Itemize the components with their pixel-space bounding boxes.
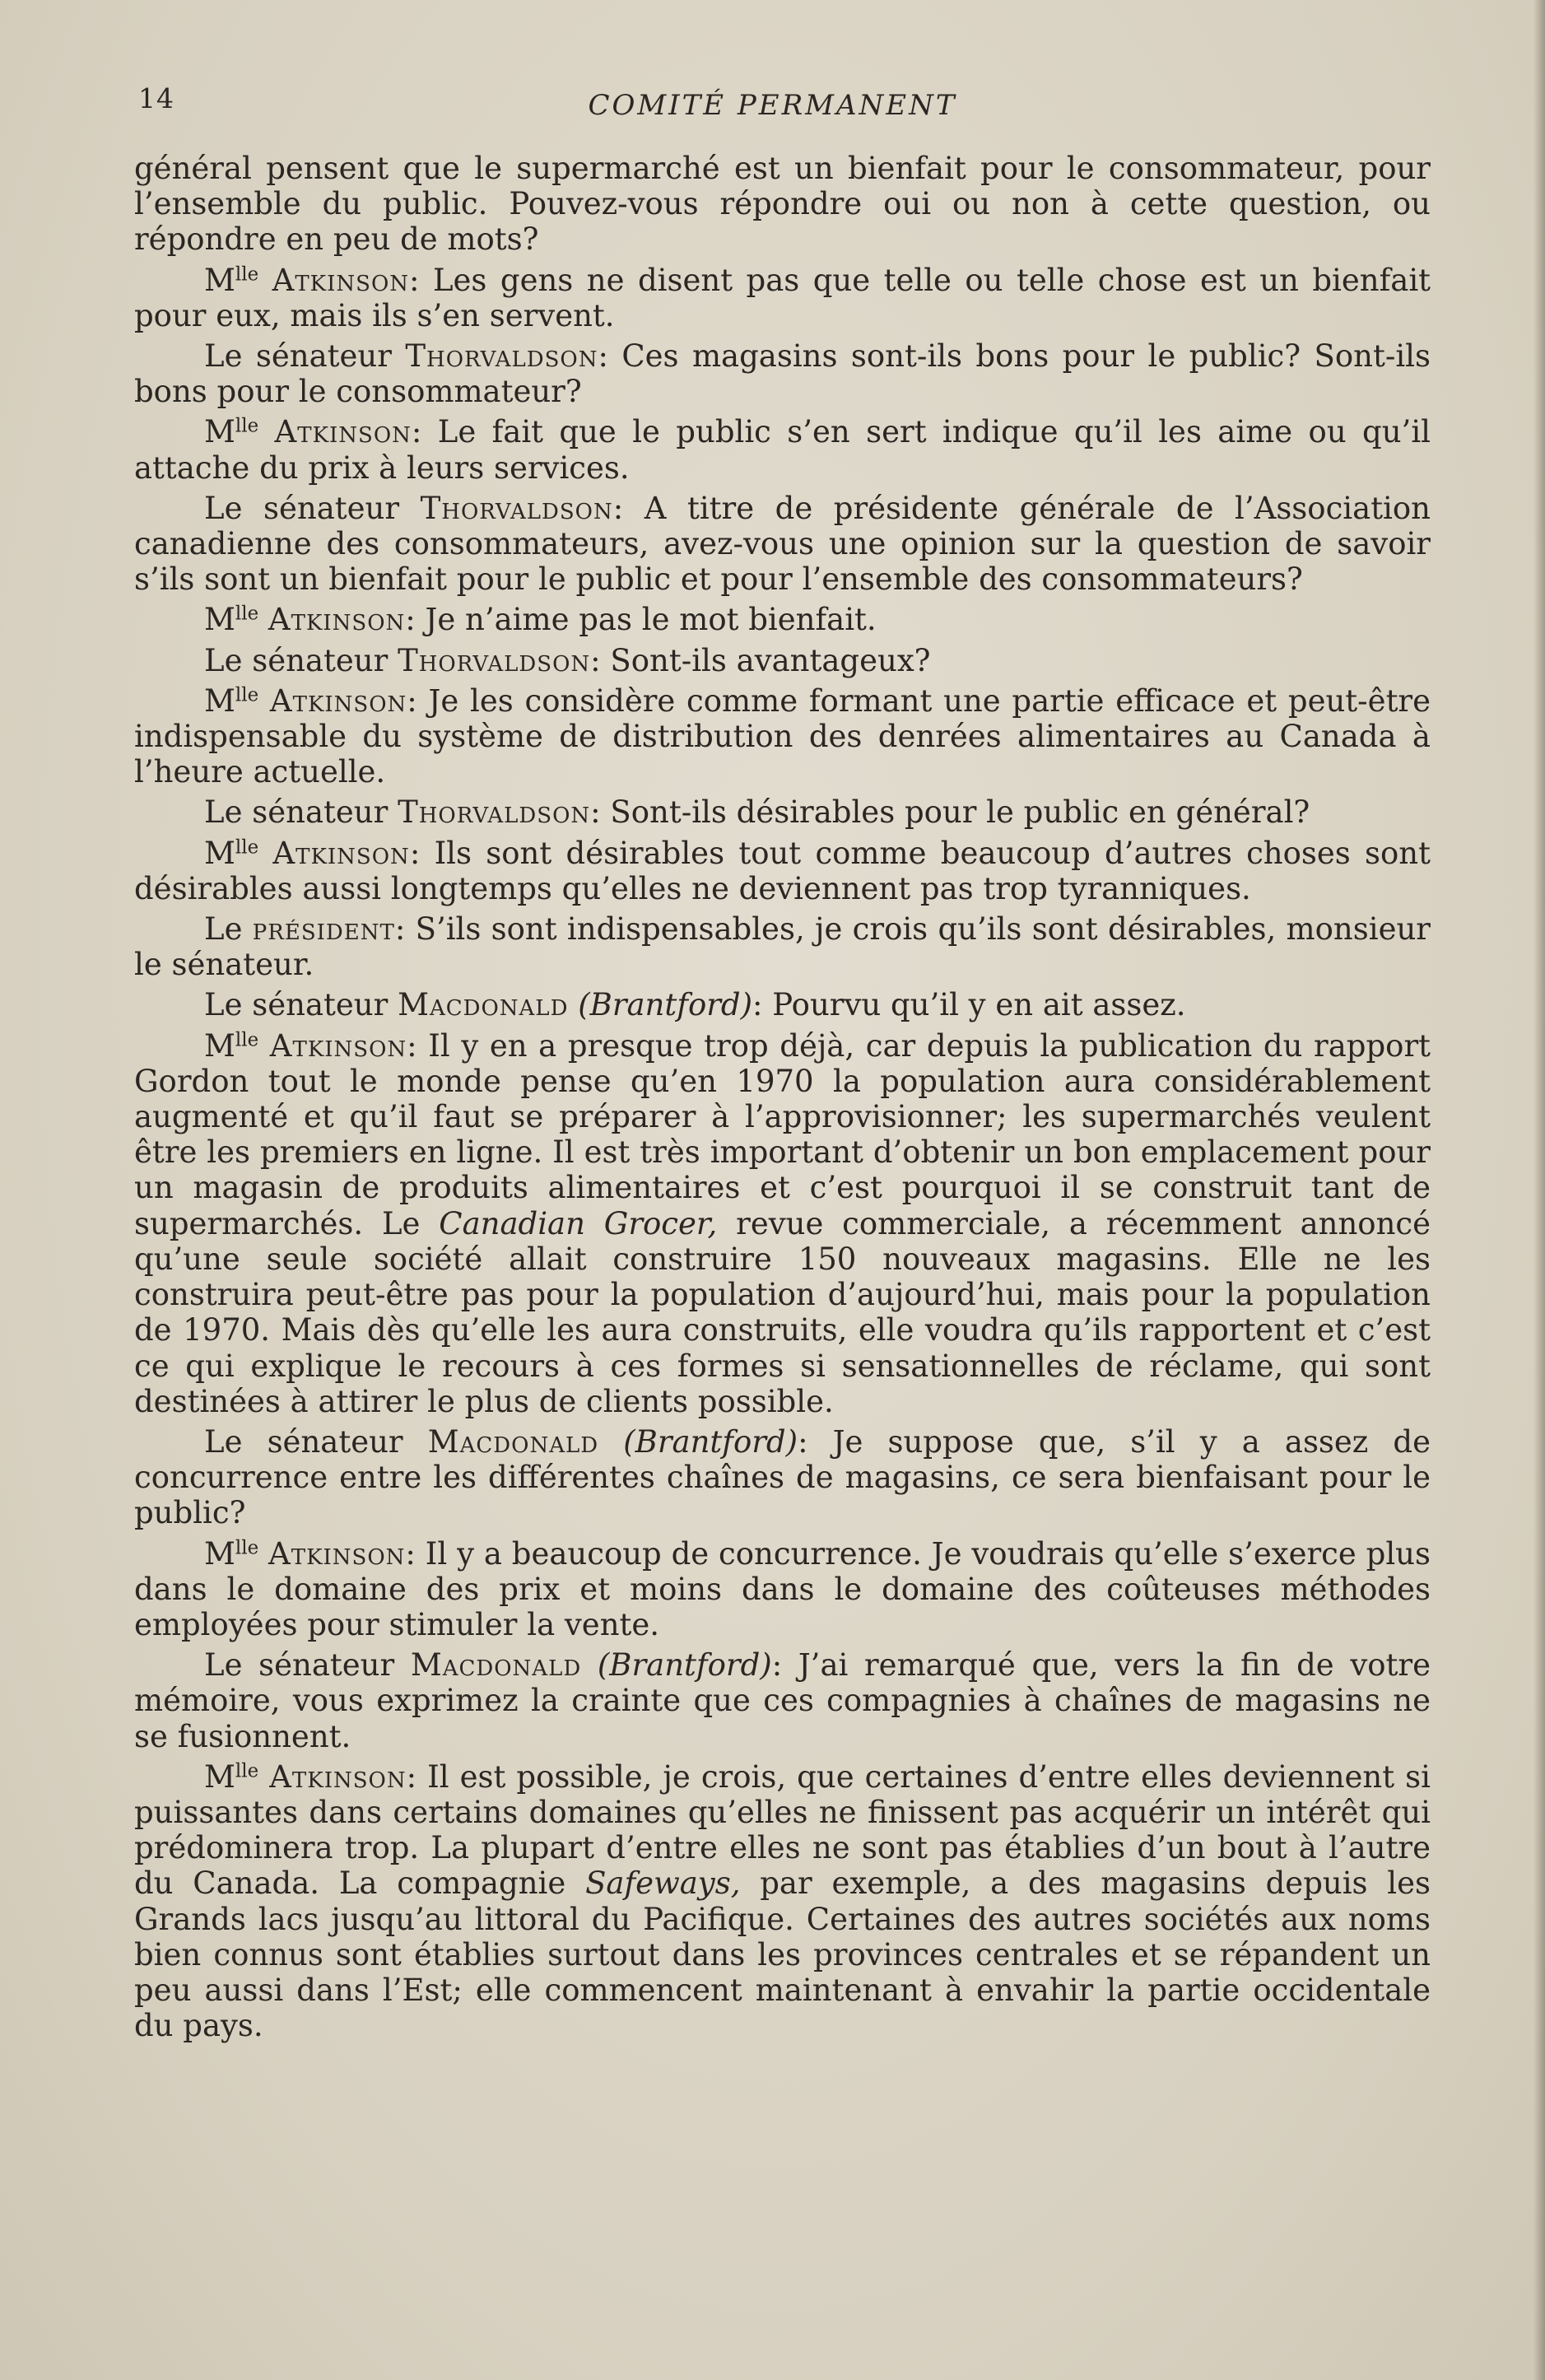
scan-edge-shadow xyxy=(1533,0,1545,2380)
paragraph xyxy=(134,338,1431,409)
paragraph-text: Je n’aime pas le mot bienfait. xyxy=(425,602,877,638)
title-superscript: lle xyxy=(235,415,259,437)
paragraph xyxy=(134,1536,1431,1643)
paragraph-text: Les gens ne disent pas que telle ou telle chose est un bienfait pour eux, mais ils s’en servent. xyxy=(134,262,1431,333)
paragraph-text: Le fait que le public s’en sert indique qu’il les aime ou qu’il attache du prix à leurs services. xyxy=(134,414,1431,486)
speaker-name: Atkinson xyxy=(268,602,406,638)
speaker-separator: : xyxy=(406,1758,417,1795)
paragraph-text: S’ils sont indispensables, je crois qu’ils sont désirables, monsieur le sénateur. xyxy=(134,911,1431,983)
paragraph-text: A titre de présidente générale de l’Association canadienne des consommateurs, avez-vous une opinion sur la question de savoir s’ils sont un bienfait pour le public et pour l’ensemble des consommateurs? xyxy=(134,490,1431,598)
paragraph-text-continued: par exemple, a des magasins depuis les Grands lacs jusqu’au littoral du Pacifique. Certaines des autres sociétés aux noms bien connus sont établies surtout dans les provinces centrales et se répandent un peu aussi dans l’Est; elle commencent maintenant à envahir la partie occidentale du pays. xyxy=(134,1865,1431,2044)
speaker-name: Atkinson xyxy=(269,1758,407,1795)
speaker-separator: : xyxy=(405,602,416,638)
speaker-name: Atkinson xyxy=(269,1027,407,1064)
speaker-separator: : xyxy=(798,1423,808,1460)
speaker-name: Thorvaldson xyxy=(398,794,591,831)
speaker-riding: (Brantford) xyxy=(623,1423,798,1460)
paragraph-text: Il y en a presque trop déjà, car depuis la publication du rapport Gordon tout le monde pense qu’en 1970 la population aura considérablement augmenté et qu’il faut se préparer à l’approvisionner; les supermarchés veulent être les premiers en ligne. Il est très important d’obtenir un bon emplacement pour un magasin de produits alimentaires et c’est pourquoi il se construit tant de supermarchés. Le xyxy=(134,1027,1431,1241)
speaker-title: $M^{lle}$ xyxy=(204,682,259,719)
speaker-name: Thorvaldson xyxy=(398,642,591,678)
speaker-separator: : xyxy=(590,642,601,678)
paragraph-text: général pensent que le supermarché est un bienfait pour le consommateur, pour l’ensemble du public. Pouvez-vous répondre oui ou non à cette question, ou répondre en peu de mots? xyxy=(134,151,1431,258)
title-superscript: lle xyxy=(235,1029,259,1051)
paragraph xyxy=(134,794,1431,830)
speaker-title: Le sénateur xyxy=(204,642,389,678)
paragraph-text-continued: revue commerciale, a récemment annoncé qu’une seule société allait construire 150 nouveaux magasins. Elle ne les construira peut-être pas pour la population d’aujourd’hui, mais pour la population de 1970. Mais dès qu’elle les aura construits, elle voudra qu’ils rapportent et c’est ce qui explique le recours à ces formes si sensationnelles de réclame, qui sont destinées à attirer le plus de clients possible. xyxy=(134,1205,1431,1419)
speaker-title: $M^{lle}$ xyxy=(204,835,259,871)
speaker-title: Le sénateur xyxy=(204,987,389,1023)
title-superscript: lle xyxy=(235,603,259,625)
speaker-separator: : xyxy=(752,987,763,1023)
speaker-name: président xyxy=(252,911,395,948)
paragraph-text: J’ai remarqué que, vers la fin de votre mémoire, vous exprimez la crainte que ces compagnies à chaînes de magasins ne se fusionnent. xyxy=(134,1647,1431,1754)
speaker-name: Atkinson xyxy=(268,1535,406,1572)
paragraph-text: Pourvu qu’il y en ait assez. xyxy=(772,987,1186,1023)
speaker-title: $M^{lle}$ xyxy=(204,414,259,450)
paragraph xyxy=(134,911,1431,982)
paragraph-text: Je les considère comme formant une partie efficace et peut-être indispensable du système de distribution des denrées alimentaires au Canada à l’heure actuelle. xyxy=(134,682,1431,790)
speaker-name: Atkinson xyxy=(272,835,410,871)
transcript-body xyxy=(134,151,1431,2048)
speaker-title: $M^{lle}$ xyxy=(204,1027,259,1064)
running-head: COMITÉ PERMANENT xyxy=(588,89,957,122)
speaker-title: Le xyxy=(204,911,243,948)
paragraph-text: Ces magasins sont-ils bons pour le public? Sont-ils bons pour le consommateur? xyxy=(134,338,1431,410)
speaker-separator: : xyxy=(598,338,608,375)
speaker-title: Le sénateur xyxy=(204,1423,403,1460)
speaker-separator: : xyxy=(407,682,417,719)
speaker-name: Macdonald xyxy=(427,1423,599,1460)
title-superscript: lle xyxy=(235,1760,259,1782)
paragraph xyxy=(134,987,1431,1022)
speaker-title: $M^{lle}$ xyxy=(204,1758,259,1795)
paragraph xyxy=(134,643,1431,678)
speaker-separator: : xyxy=(405,1535,416,1572)
paragraph xyxy=(134,414,1431,485)
speaker-separator: : xyxy=(590,794,601,831)
speaker-name: Atkinson xyxy=(269,682,407,719)
paragraph-text: Sont-ils désirables pour le public en général? xyxy=(610,794,1310,831)
publication-title: Canadian Grocer, xyxy=(439,1205,718,1241)
paragraph xyxy=(134,1647,1431,1754)
speaker-title: $M^{lle}$ xyxy=(204,1535,259,1572)
paragraph-text: Je suppose que, s’il y a assez de concurrence entre les différentes chaînes de magasins, ce sera bienfaisant pour le public? xyxy=(134,1423,1431,1531)
speaker-separator: : xyxy=(771,1647,783,1684)
speaker-title: Le sénateur xyxy=(204,338,392,375)
speaker-title: Le sénateur xyxy=(204,794,389,831)
paragraph xyxy=(134,602,1431,637)
paragraph xyxy=(134,1028,1431,1419)
title-superscript: lle xyxy=(235,684,259,706)
speaker-title: Le sénateur xyxy=(204,1647,395,1684)
speaker-title: $M^{lle}$ xyxy=(204,262,259,298)
speaker-separator: : xyxy=(407,1027,417,1064)
paragraph xyxy=(134,151,1431,258)
speaker-title: $M^{lle}$ xyxy=(204,602,259,638)
speaker-name: Macdonald xyxy=(398,987,569,1023)
company-name: Safeways, xyxy=(585,1865,741,1902)
speaker-name: Macdonald xyxy=(410,1647,582,1684)
paragraph-text: Sont-ils avantageux? xyxy=(610,642,931,678)
speaker-separator: : xyxy=(612,490,624,526)
speaker-separator: : xyxy=(409,262,420,298)
paragraph-text: Il y a beaucoup de concurrence. Je voudrais qu’elle s’exerce plus dans le domaine des prix et moins dans le domaine des coûteuses méthodes employées pour stimuler la vente. xyxy=(134,1535,1431,1642)
paragraph xyxy=(134,836,1431,906)
paragraph-text: Ils sont désirables tout comme beaucoup d’autres choses sont désirables aussi longtemps qu’elles ne deviennent pas trop tyranniques. xyxy=(134,835,1431,906)
speaker-riding: (Brantford) xyxy=(597,1647,772,1684)
speaker-separator: : xyxy=(394,911,406,948)
title-superscript: lle xyxy=(235,836,259,859)
title-superscript: lle xyxy=(235,1536,259,1558)
paragraph xyxy=(134,491,1431,598)
speaker-separator: : xyxy=(411,414,422,450)
speaker-riding: (Brantford) xyxy=(578,987,753,1023)
speaker-title: Le sénateur xyxy=(204,490,400,526)
page-number: 14 xyxy=(138,82,175,114)
speaker-name: Thorvaldson xyxy=(420,490,613,526)
paragraph xyxy=(134,1759,1431,2044)
paragraph xyxy=(134,683,1431,790)
title-superscript: lle xyxy=(235,263,259,285)
paragraph-text: Il est possible, je crois, que certaines d’entre elles deviennent si puissantes dans certains domaines qu’elles ne finissent pas acquérir un intérêt qui prédominera trop. La plupart d’entre elles ne sont pas établies d’un bout à l’autre du Canada. La compagnie xyxy=(134,1758,1431,1902)
speaker-separator: : xyxy=(409,835,421,871)
paragraph xyxy=(134,1424,1431,1531)
speaker-name: Atkinson xyxy=(274,414,412,450)
speaker-name: Atkinson xyxy=(272,262,410,298)
speaker-name: Thorvaldson xyxy=(405,338,598,375)
paragraph xyxy=(134,263,1431,333)
